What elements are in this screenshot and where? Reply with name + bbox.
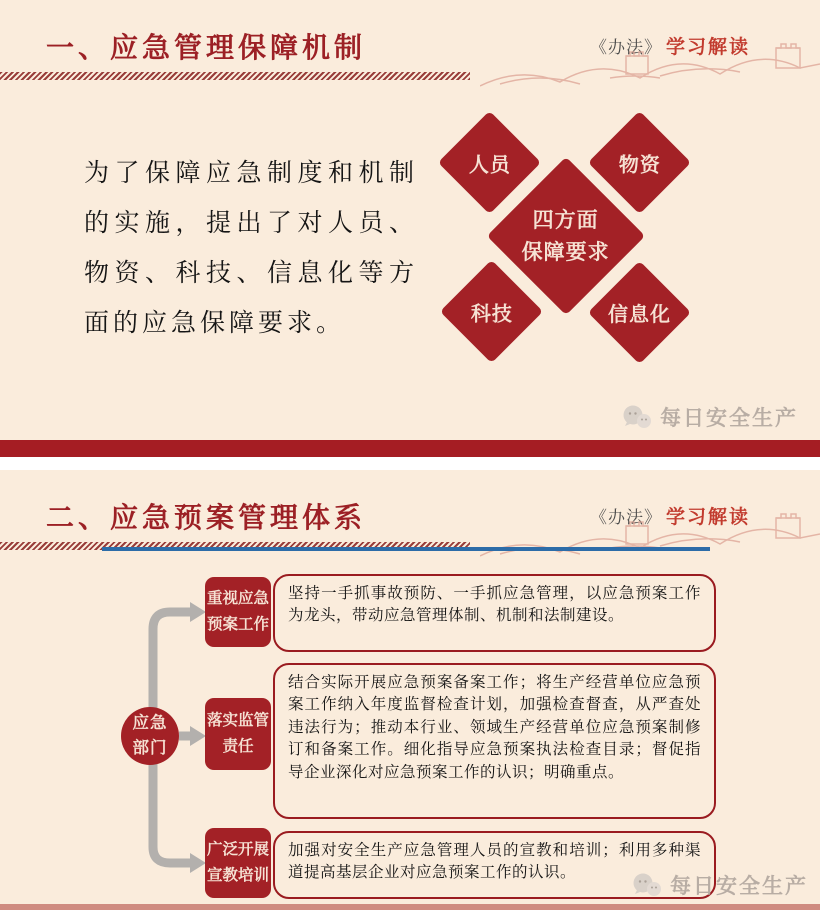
diamond-technology-label: 科技	[470, 303, 513, 325]
watermark-text: 每日安全生产	[660, 407, 798, 430]
bottom-edge-bar	[0, 904, 820, 910]
label1-line1: 重视应急	[206, 589, 269, 607]
slide-gap	[0, 457, 820, 470]
great-wall-illustration	[480, 508, 820, 560]
flow-label-supervision-duty	[205, 698, 271, 770]
flow-label-value-plan-work	[205, 577, 271, 647]
flow-label-publicity-training	[205, 828, 271, 898]
source-line1: 应急	[132, 714, 168, 733]
slide1-paragraph: 为了保障应急制度和机制的实施，提出了对人员、物资、科技、信息化等方面的应急保障要求。	[84, 159, 418, 337]
great-wall-illustration	[480, 38, 820, 90]
watermark-account	[621, 402, 798, 432]
source-line2: 部门	[132, 739, 168, 757]
badge-prefix: 《办法》	[589, 508, 662, 527]
flow-desc-supervision-duty: 结合实际开展应急预案备案工作；将生产经营单位应急预案工作纳入年度监督检查计划，加强检查督查，从严查处违法行为；推动本行业、领域生产经营单位应急预案制修订和备案工作。细化指导应急预案执法检查目录；督促指导企业深化对应急预案工作的认识；明确重点。	[273, 663, 716, 819]
label1-line2: 预案工作	[206, 616, 269, 633]
wechat-icon	[631, 872, 663, 899]
flow-connector-arrows	[0, 470, 220, 910]
watermark-text: 每日安全生产	[670, 875, 808, 898]
wechat-icon	[621, 404, 653, 431]
center-line1: 四方面	[533, 208, 599, 232]
label3-line1: 广泛开展	[206, 840, 269, 858]
slide2-title: 二、应急预案管理体系	[46, 502, 367, 533]
badge-suffix: 学习解读	[665, 37, 750, 58]
label3-line2: 宣教培训	[206, 867, 269, 884]
flow-desc-value-plan-work: 坚持一手抓事故预防、一手抓应急管理，以应急预案工作为龙头，带动应急管理体制、机制和法制建设。	[273, 574, 716, 652]
slide-plan-management-system	[0, 470, 820, 910]
slide-emergency-support-mechanism	[0, 0, 820, 440]
diamond-informatization-label: 信息化	[608, 304, 671, 326]
badge-suffix: 学习解读	[665, 507, 750, 528]
flow-desc-publicity-training: 加强对安全生产应急管理人员的宣教和培训；利用多种渠道提高基层企业对应急预案工作的认识。	[273, 831, 716, 899]
slide1-title: 一、应急管理保障机制	[46, 32, 367, 63]
diamond-materials-label: 物资	[618, 154, 661, 176]
source-node-emergency-department	[121, 707, 179, 765]
badge-prefix: 《办法》	[589, 38, 662, 57]
center-line2: 保障要求	[522, 240, 610, 263]
slide-divider-bar	[0, 440, 820, 457]
diamond-personnel-label: 人员	[468, 154, 511, 176]
label2-line2: 责任	[222, 738, 254, 755]
label2-line1: 落实监管	[206, 711, 269, 729]
diamond-center-label	[522, 205, 610, 268]
watermark-account	[631, 870, 808, 900]
title-underline-hatch	[0, 72, 470, 80]
